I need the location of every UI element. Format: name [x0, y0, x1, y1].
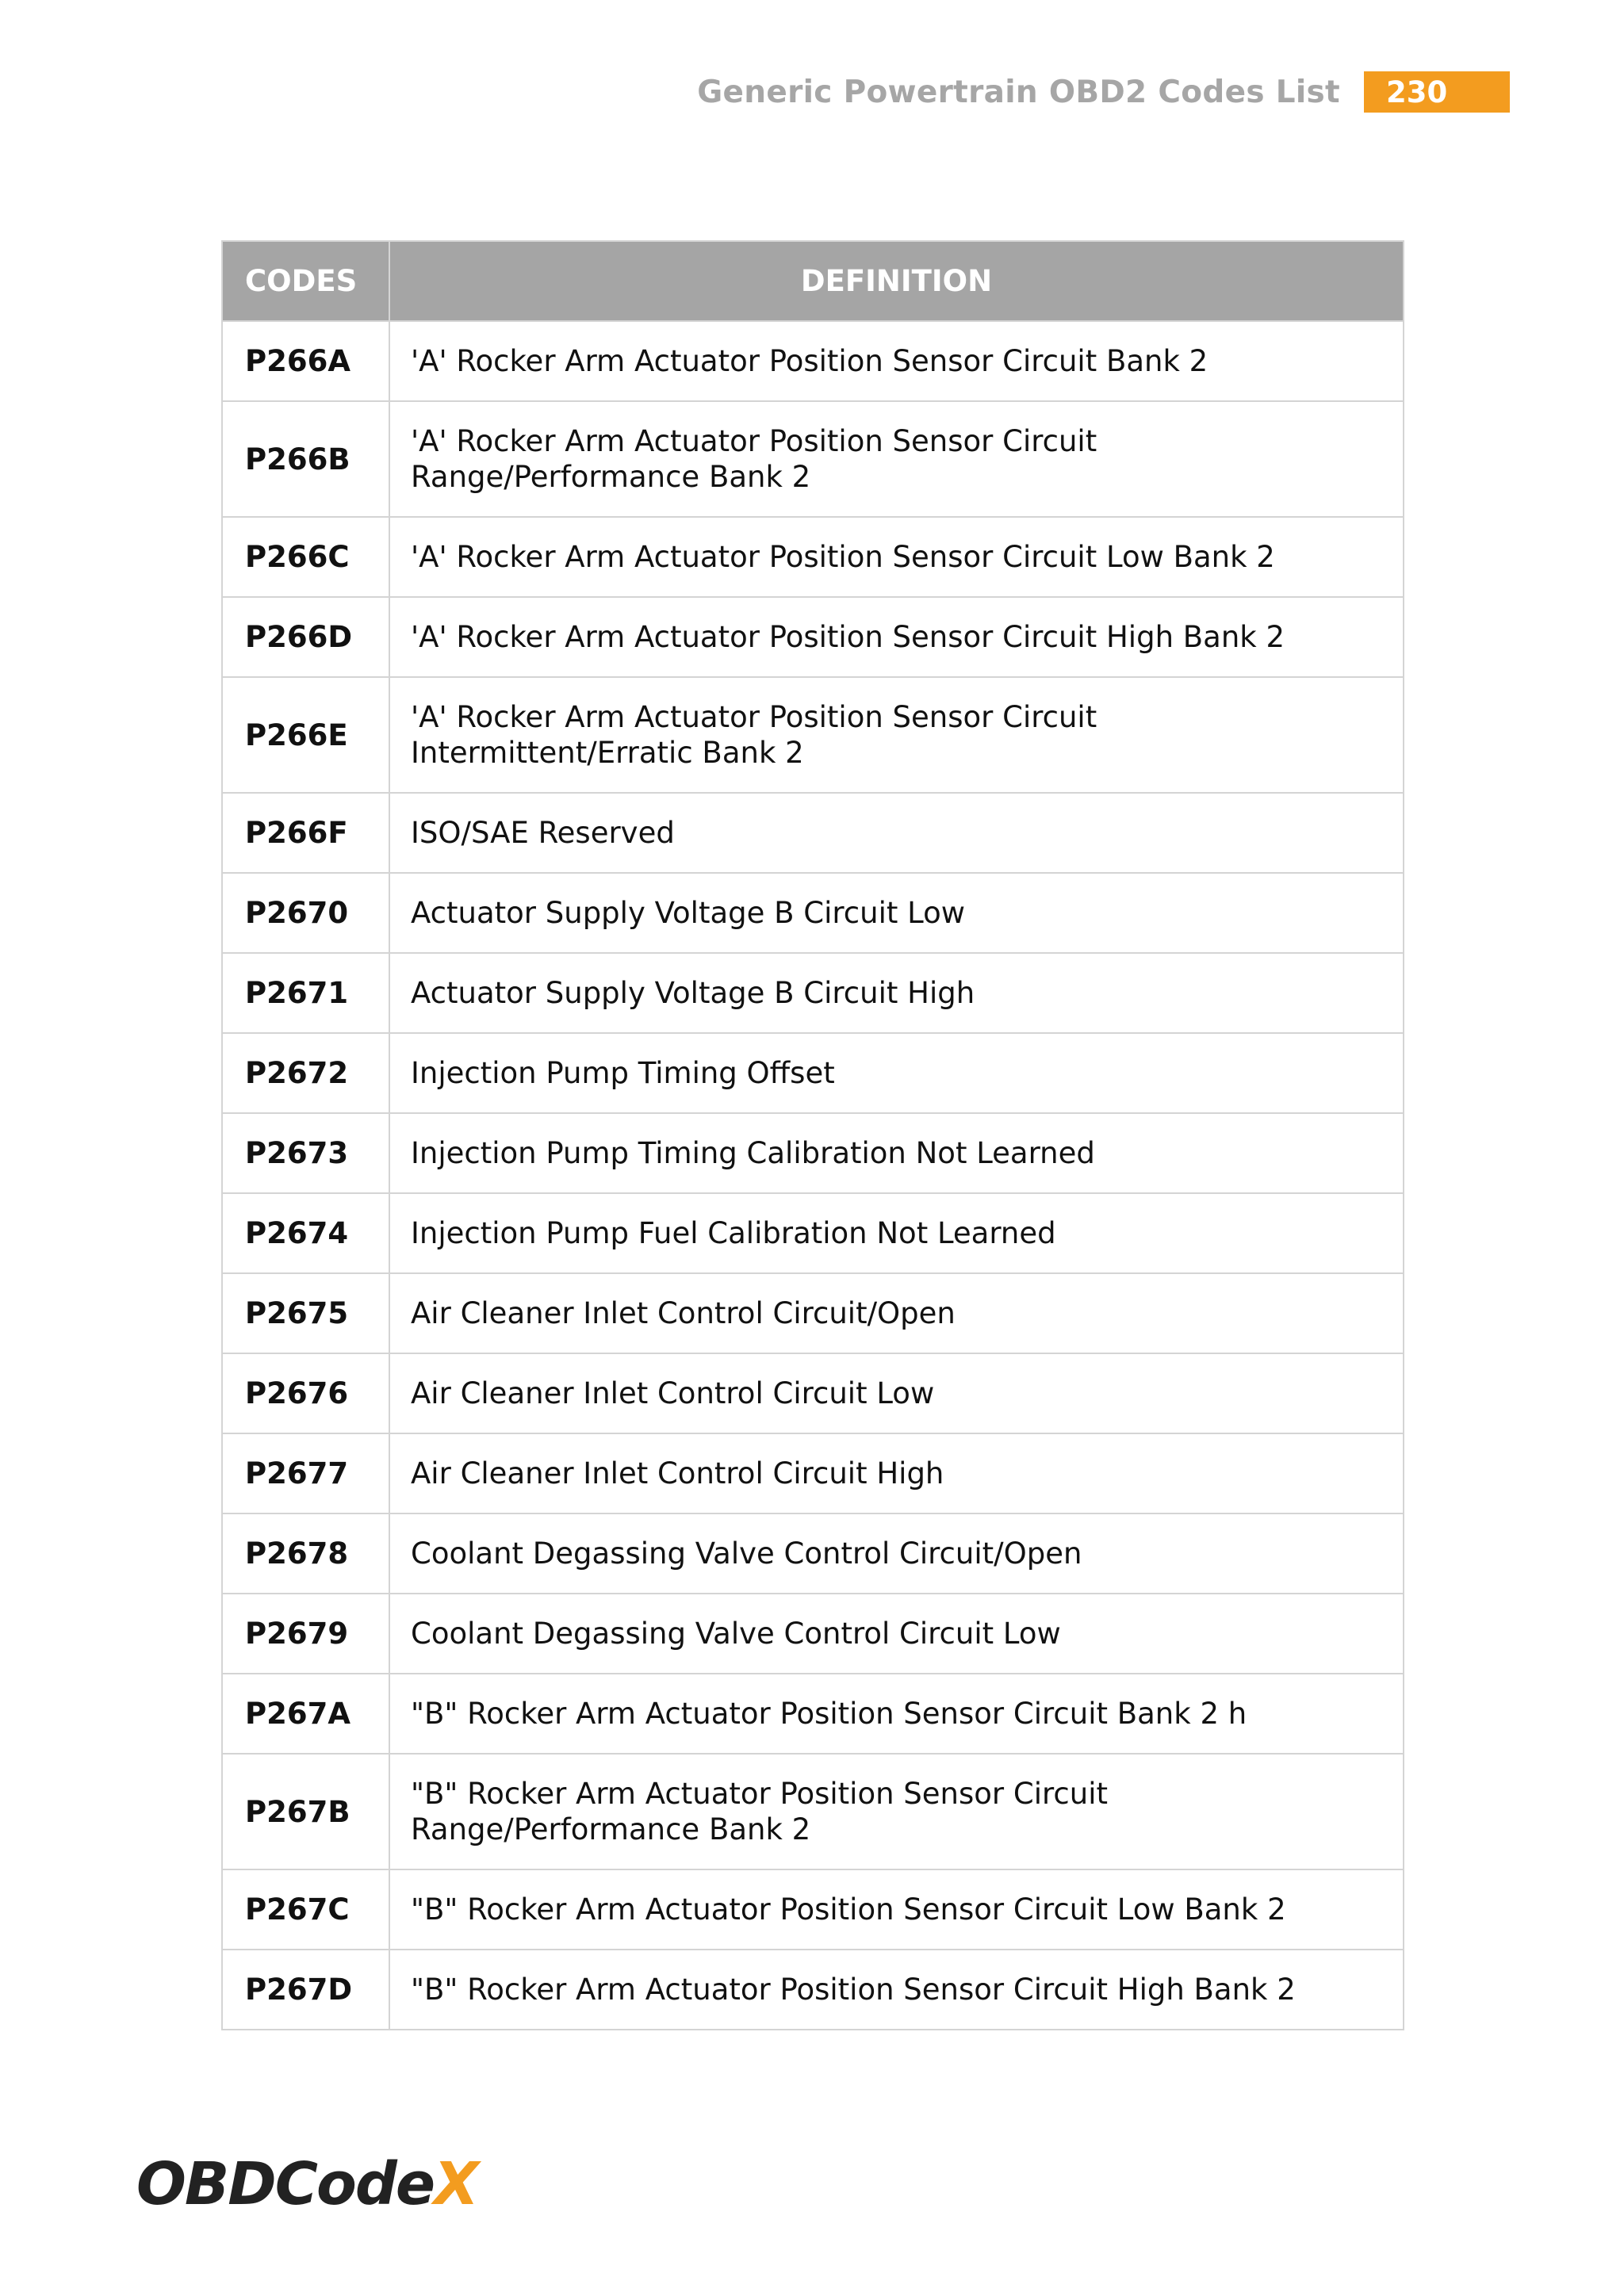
table-row — [222, 401, 1404, 517]
code-cell: P2674 — [222, 1193, 389, 1273]
definition-cell: 'A' Rocker Arm Actuator Position Sensor Circuit Range/Performance Bank 2 — [389, 401, 1404, 517]
column-header-codes: CODES — [222, 241, 389, 321]
definition-cell: Coolant Degassing Valve Control Circuit/Open — [389, 1513, 1404, 1594]
code-cell: P2675 — [222, 1273, 389, 1353]
table-row — [222, 873, 1404, 953]
page-header — [697, 70, 1510, 114]
definition-cell: Air Cleaner Inlet Control Circuit Low — [389, 1353, 1404, 1433]
code-cell: P267B — [222, 1754, 389, 1869]
codes-table — [221, 240, 1404, 2030]
definition-cell: "B" Rocker Arm Actuator Position Sensor Circuit Low Bank 2 — [389, 1869, 1404, 1950]
code-cell: P2679 — [222, 1594, 389, 1674]
table-row — [222, 321, 1404, 401]
table-row — [222, 1033, 1404, 1113]
definition-cell: Injection Pump Timing Calibration Not Learned — [389, 1113, 1404, 1193]
table-row — [222, 1113, 1404, 1193]
table-row — [222, 677, 1404, 793]
table-row — [222, 1869, 1404, 1950]
code-cell: P267C — [222, 1869, 389, 1950]
table-row — [222, 1754, 1404, 1869]
table-row — [222, 517, 1404, 597]
table-row — [222, 597, 1404, 677]
code-cell: P2676 — [222, 1353, 389, 1433]
code-cell: P266F — [222, 793, 389, 873]
table-row — [222, 1193, 1404, 1273]
code-cell: P266A — [222, 321, 389, 401]
definition-cell: 'A' Rocker Arm Actuator Position Sensor Circuit Bank 2 — [389, 321, 1404, 401]
code-cell: P2678 — [222, 1513, 389, 1594]
document-title: Generic Powertrain OBD2 Codes List — [697, 74, 1340, 110]
code-cell: P267A — [222, 1674, 389, 1754]
code-cell: P2673 — [222, 1113, 389, 1193]
definition-cell: 'A' Rocker Arm Actuator Position Sensor Circuit Low Bank 2 — [389, 517, 1404, 597]
definition-cell: 'A' Rocker Arm Actuator Position Sensor Circuit Intermittent/Erratic Bank 2 — [389, 677, 1404, 793]
code-cell: P267D — [222, 1950, 389, 2030]
definition-cell: "B" Rocker Arm Actuator Position Sensor Circuit Range/Performance Bank 2 — [389, 1754, 1404, 1869]
table-row — [222, 793, 1404, 873]
page-number-badge: 230 — [1364, 71, 1510, 113]
logo-text: OBDCode — [136, 2150, 435, 2218]
table-row — [222, 1674, 1404, 1754]
definition-cell: Air Cleaner Inlet Control Circuit/Open — [389, 1273, 1404, 1353]
table-row — [222, 1273, 1404, 1353]
code-cell: P2671 — [222, 953, 389, 1033]
definition-cell: ISO/SAE Reserved — [389, 793, 1404, 873]
table-row — [222, 1950, 1404, 2030]
table-row — [222, 1594, 1404, 1674]
definition-cell: "B" Rocker Arm Actuator Position Sensor Circuit High Bank 2 — [389, 1950, 1404, 2030]
table-row — [222, 1353, 1404, 1433]
definition-cell: Injection Pump Fuel Calibration Not Learned — [389, 1193, 1404, 1273]
definition-cell: Coolant Degassing Valve Control Circuit Low — [389, 1594, 1404, 1674]
obdcodex-logo — [136, 2150, 478, 2218]
table-row — [222, 1513, 1404, 1594]
code-cell: P266C — [222, 517, 389, 597]
definition-cell: Actuator Supply Voltage B Circuit High — [389, 953, 1404, 1033]
code-cell: P2670 — [222, 873, 389, 953]
code-cell: P266E — [222, 677, 389, 793]
definition-cell: 'A' Rocker Arm Actuator Position Sensor Circuit High Bank 2 — [389, 597, 1404, 677]
code-cell: P2672 — [222, 1033, 389, 1113]
definition-cell: Injection Pump Timing Offset — [389, 1033, 1404, 1113]
definition-cell: Actuator Supply Voltage B Circuit Low — [389, 873, 1404, 953]
code-cell: P2677 — [222, 1433, 389, 1513]
logo-accent-x: X — [434, 2150, 478, 2218]
column-header-definition: DEFINITION — [389, 241, 1404, 321]
table-row — [222, 953, 1404, 1033]
table-header-row — [222, 241, 1404, 321]
code-cell: P266D — [222, 597, 389, 677]
definition-cell: "B" Rocker Arm Actuator Position Sensor Circuit Bank 2 h — [389, 1674, 1404, 1754]
code-cell: P266B — [222, 401, 389, 517]
definition-cell: Air Cleaner Inlet Control Circuit High — [389, 1433, 1404, 1513]
table-row — [222, 1433, 1404, 1513]
